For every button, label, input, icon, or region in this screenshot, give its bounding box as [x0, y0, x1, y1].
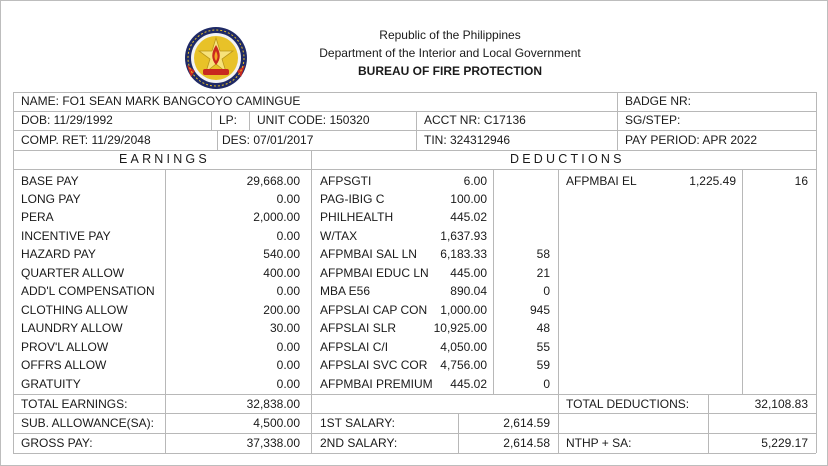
- pay-period: PAY PERIOD: APR 2022: [625, 133, 758, 147]
- deduction-amount: 1,000.00: [440, 303, 487, 317]
- total-deductions-value: 32,108.83: [754, 397, 808, 411]
- deduction-amount: 1,225.49: [689, 174, 736, 188]
- lp-field: LP:: [219, 113, 238, 127]
- total-deductions-label: TOTAL DEDUCTIONS:: [566, 397, 690, 411]
- employee-name: NAME: FO1 SEAN MARK BANGCOYO CAMINGUE: [21, 94, 301, 108]
- earning-amount: 0.00: [276, 192, 300, 206]
- deduction-label: AFPSLAI C/I: [320, 340, 389, 354]
- header-country: Republic of the Philippines: [379, 28, 521, 42]
- nthp-sa-label: NTHP + SA:: [566, 436, 632, 450]
- earning-amount: 540.00: [263, 247, 300, 261]
- deduction-amount: 445.00: [450, 266, 487, 280]
- unit-code: UNIT CODE: 150320: [257, 113, 370, 127]
- earning-amount: 29,668.00: [246, 174, 300, 188]
- deduction-amount: 1,637.93: [440, 229, 487, 243]
- earning-label: PROV'L ALLOW: [21, 340, 109, 354]
- header-bureau: BUREAU OF FIRE PROTECTION: [357, 64, 542, 78]
- deduction-label: AFPMBAI SAL LN: [320, 247, 417, 261]
- earning-label: LAUNDRY ALLOW: [21, 321, 123, 335]
- earning-label: HAZARD PAY: [21, 247, 96, 261]
- deduction-label: W/TAX: [320, 229, 358, 243]
- deduction-count: 0: [543, 284, 550, 298]
- deduction-count: 945: [529, 303, 550, 317]
- deduction-count: 58: [536, 247, 550, 261]
- gross-pay-label: GROSS PAY:: [21, 436, 93, 450]
- deduction-label: PAG-IBIG C: [320, 192, 385, 206]
- deduction-amount: 4,756.00: [440, 358, 487, 372]
- second-salary-value: 2,614.58: [503, 436, 550, 450]
- deduction-amount: 890.04: [450, 284, 487, 298]
- deduction-count: 16: [794, 174, 808, 188]
- deduction-amount: 100.00: [450, 192, 487, 206]
- earning-amount: 0.00: [276, 340, 300, 354]
- earning-label: LONG PAY: [21, 192, 81, 206]
- tin-number: TIN: 324312946: [424, 133, 511, 147]
- deduction-label: AFPSLAI SLR: [320, 321, 397, 335]
- earning-label: ADD'L COMPENSATION: [21, 284, 155, 298]
- total-earnings-label: TOTAL EARNINGS:: [21, 397, 128, 411]
- deduction-amount: 4,050.00: [440, 340, 487, 354]
- earning-label: QUARTER ALLOW: [21, 266, 125, 280]
- badge-number: BADGE NR:: [625, 94, 692, 108]
- deduction-label: AFPMBAI EDUC LN: [320, 266, 429, 280]
- earning-label: OFFRS ALLOW: [21, 358, 107, 372]
- earning-label: GRATUITY: [21, 377, 81, 391]
- deduction-label: AFPSLAI CAP CON: [320, 303, 428, 317]
- date-of-birth: DOB: 11/29/1992: [21, 113, 113, 127]
- nthp-sa-value: 5,229.17: [761, 436, 808, 450]
- earning-label: BASE PAY: [21, 174, 79, 188]
- sub-allowance-label: SUB. ALLOWANCE(SA):: [21, 416, 154, 430]
- header-department: Department of the Interior and Local Government: [319, 46, 581, 60]
- earning-amount: 0.00: [276, 284, 300, 298]
- designation-date: DES: 07/01/2017: [222, 133, 314, 147]
- earning-label: CLOTHING ALLOW: [21, 303, 128, 317]
- earning-label: PERA: [21, 210, 54, 224]
- deduction-amount: 6.00: [463, 174, 487, 188]
- sg-step: SG/STEP:: [625, 113, 681, 127]
- deduction-count: 48: [536, 321, 550, 335]
- deductions-section-header: DEDUCTIONS: [510, 152, 625, 166]
- earning-label: INCENTIVE PAY: [21, 229, 111, 243]
- bfp-seal-logo: [181, 25, 251, 91]
- deduction-label: PHILHEALTH: [320, 210, 394, 224]
- earning-amount: 0.00: [276, 358, 300, 372]
- earning-amount: 400.00: [263, 266, 300, 280]
- deduction-count: 59: [536, 358, 550, 372]
- deduction-amount: 10,925.00: [433, 321, 487, 335]
- deduction-amount: 445.02: [450, 210, 487, 224]
- deduction-count: 0: [543, 377, 550, 391]
- deduction-label: AFPMBAI EL: [566, 174, 637, 188]
- deduction-label: AFPSGTI: [320, 174, 372, 188]
- deduction-label: AFPMBAI PREMIUM: [320, 377, 433, 391]
- earning-amount: 200.00: [263, 303, 300, 317]
- deduction-label: AFPSLAI SVC COR: [320, 358, 428, 372]
- first-salary-value: 2,614.59: [503, 416, 550, 430]
- gross-pay-value: 37,338.00: [246, 436, 300, 450]
- earning-amount: 30.00: [269, 321, 300, 335]
- payslip-header: [0, 0, 828, 90]
- deduction-count: 55: [536, 340, 550, 354]
- earning-amount: 0.00: [276, 377, 300, 391]
- deduction-label: MBA E56: [320, 284, 371, 298]
- first-salary-label: 1ST SALARY:: [320, 416, 395, 430]
- second-salary-label: 2ND SALARY:: [320, 436, 398, 450]
- deduction-count: 21: [536, 266, 550, 280]
- earnings-section-header: EARNINGS: [119, 152, 210, 166]
- account-number: ACCT NR: C17136: [424, 113, 526, 127]
- sub-allowance-value: 4,500.00: [253, 416, 300, 430]
- deduction-amount: 445.02: [450, 377, 487, 391]
- total-earnings-value: 32,838.00: [246, 397, 300, 411]
- compulsory-retirement: COMP. RET: 11/29/2048: [21, 133, 151, 147]
- earning-amount: 2,000.00: [253, 210, 300, 224]
- earning-amount: 0.00: [276, 229, 300, 243]
- deduction-amount: 6,183.33: [440, 247, 487, 261]
